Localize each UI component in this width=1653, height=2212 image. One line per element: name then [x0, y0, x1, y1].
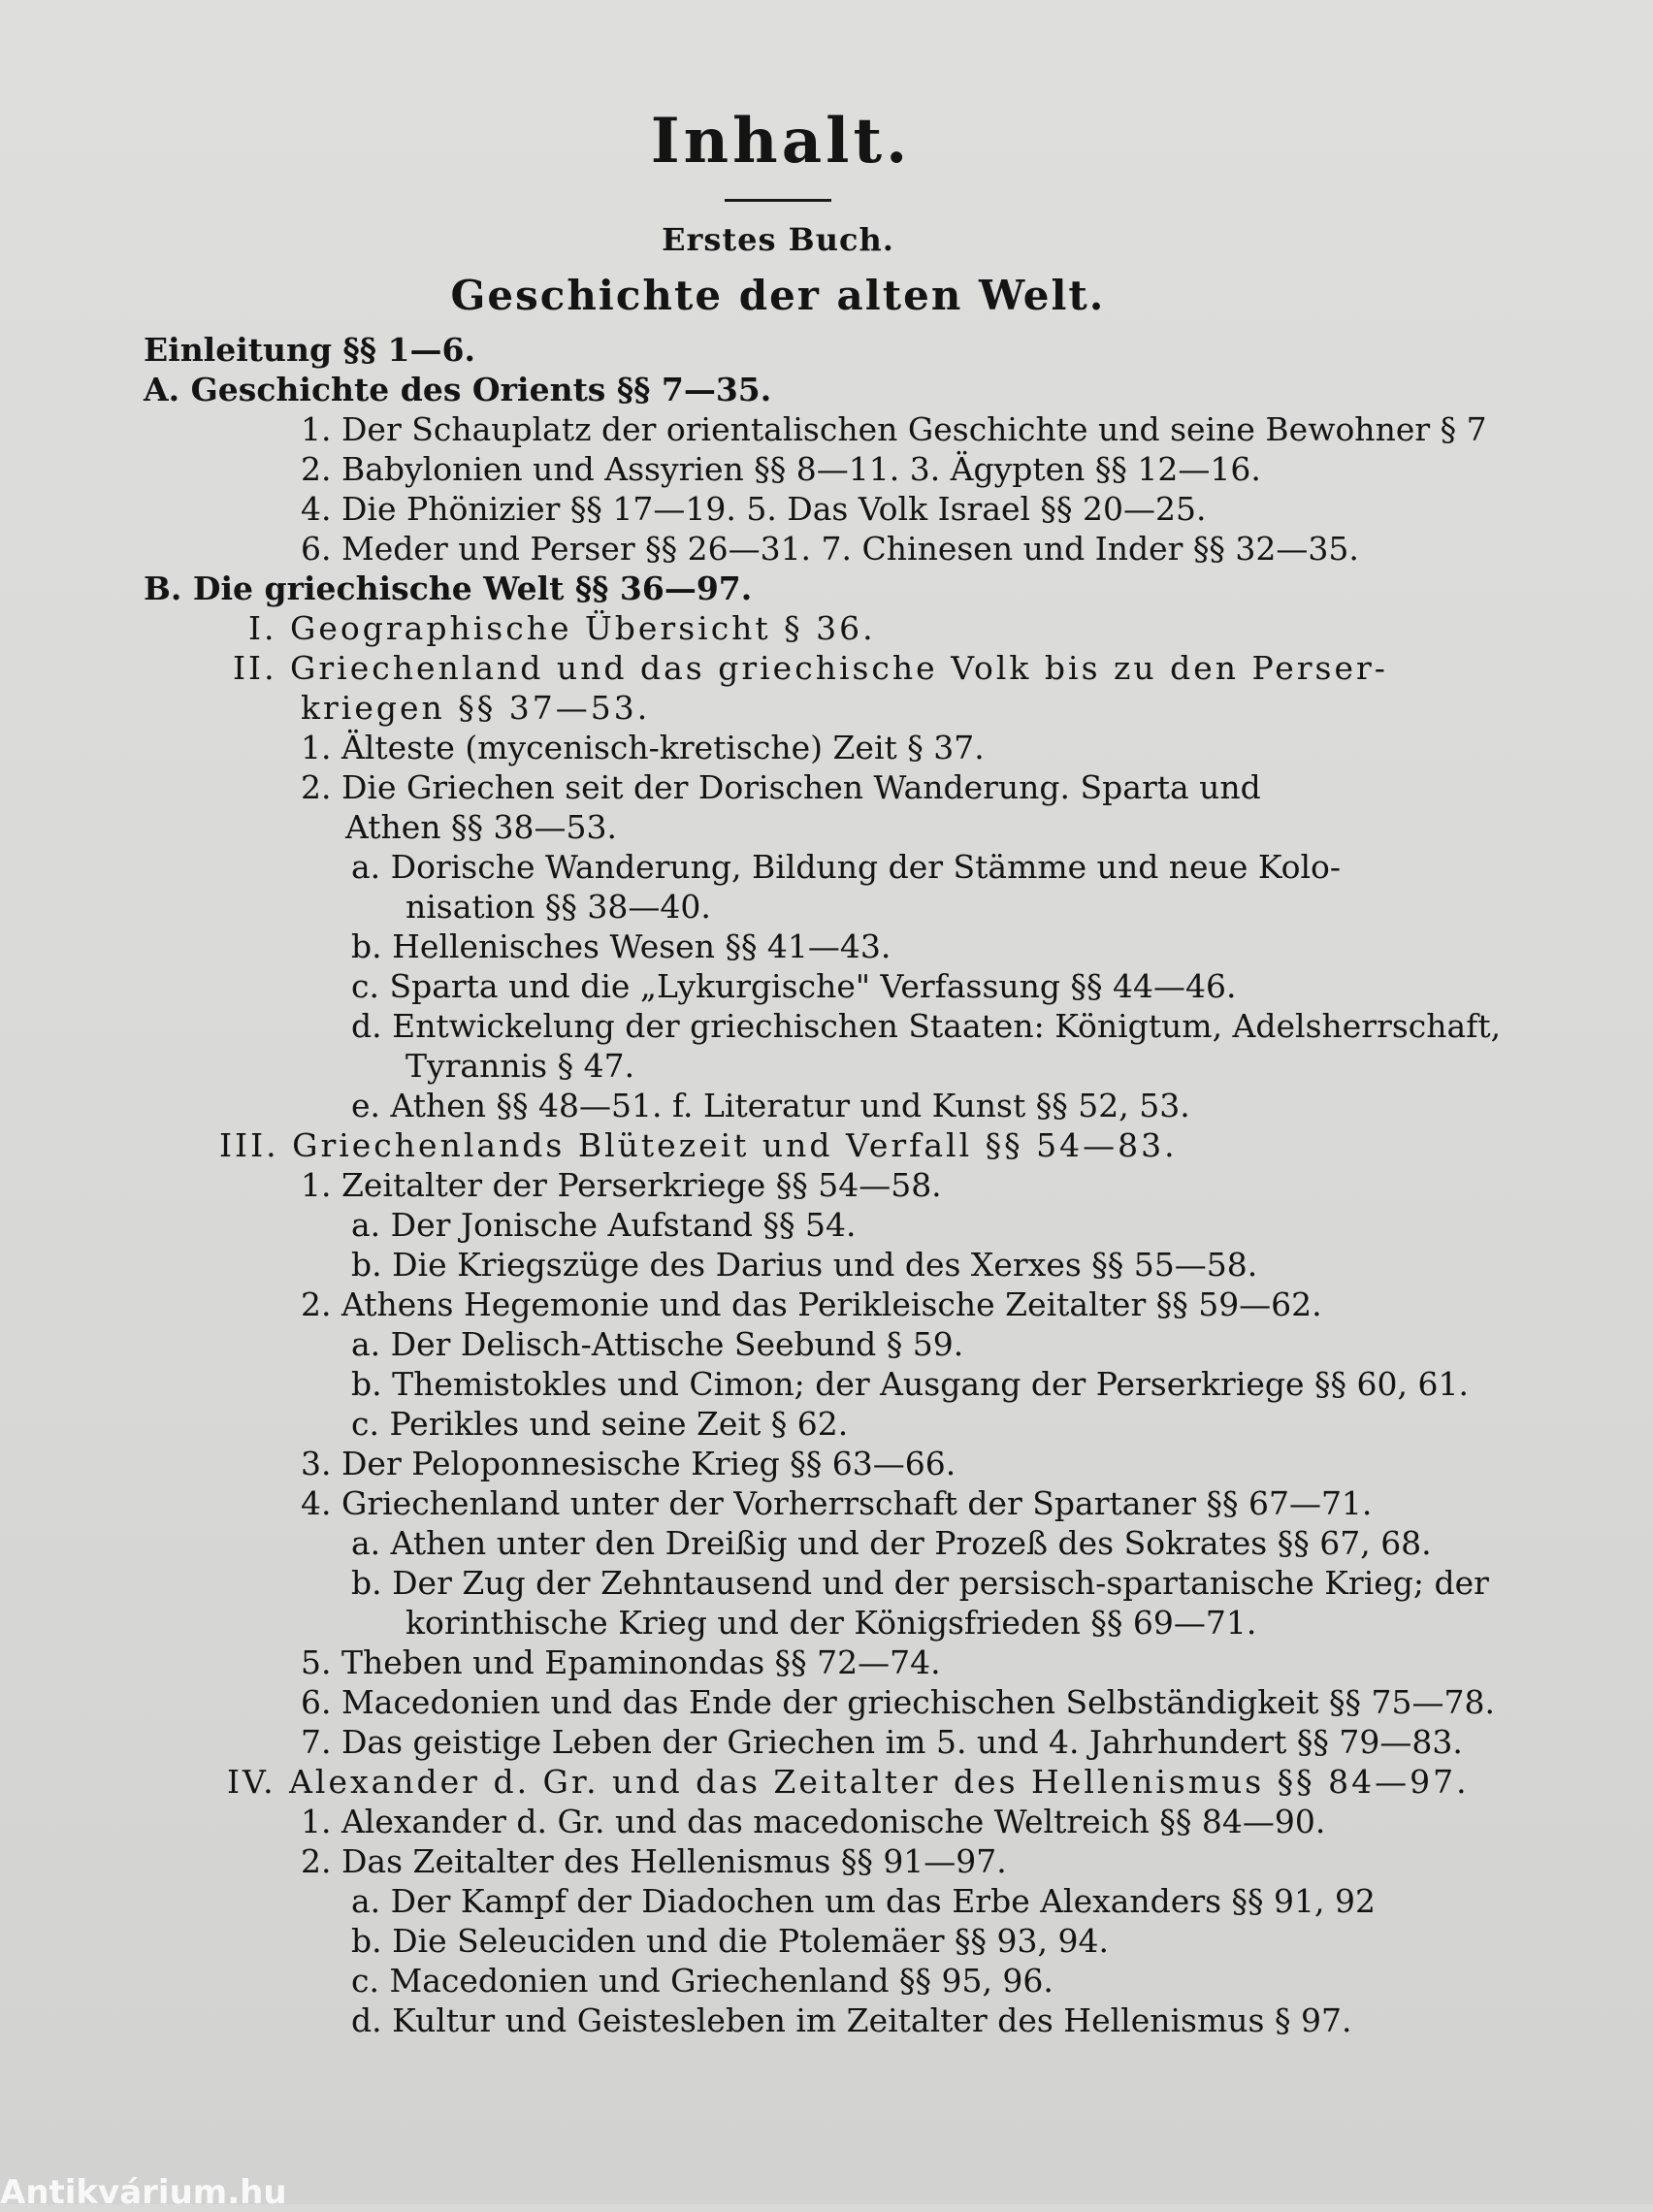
title-rule: [725, 199, 831, 202]
toc-entry: 2. Die Griechen seit der Dorischen Wanderung. Sparta und: [301, 768, 1261, 806]
toc-entry: c. Perikles und seine Zeit § 62.: [351, 1405, 849, 1443]
toc-entry: 2. Das Zeitalter des Hellenismus §§ 91—97.: [301, 1842, 1007, 1880]
toc-entry: a. Dorische Wanderung, Bildung der Stämme und neue Kolo-: [351, 848, 1342, 886]
watermark-text: Antikvárium.hu: [0, 2173, 287, 2212]
toc-entry: a. Der Delisch-Attische Seebund § 59.: [351, 1325, 964, 1363]
toc-entry: kriegen §§ 37—53.: [301, 689, 651, 727]
page-title: Inhalt.: [650, 105, 912, 178]
toc-entry: c. Sparta und die „Lykurgische" Verfassung §§ 44—46.: [351, 967, 1237, 1005]
toc-entry: b. Die Seleuciden und die Ptolemäer §§ 93, 94.: [351, 1922, 1109, 1960]
toc-entry: 3. Der Peloponnesische Krieg §§ 63—66.: [301, 1445, 956, 1482]
toc-entry: 2. Athens Hegemonie und das Perikleische Zeitalter §§ 59—62.: [301, 1285, 1322, 1323]
toc-entry: c. Macedonien und Griechenland §§ 95, 96.: [351, 1962, 1053, 2000]
toc-entry: 1. Älteste (mycenisch-kretische) Zeit § 37.: [301, 729, 985, 766]
toc-entry: 5. Theben und Epaminondas §§ 72—74.: [301, 1643, 941, 1681]
toc-entry: a. Der Jonische Aufstand §§ 54.: [351, 1206, 857, 1244]
toc-entry: b. Hellenisches Wesen §§ 41—43.: [351, 927, 891, 965]
toc-entry: II. Griechenland und das griechische Volk bis zu den Perser-: [233, 649, 1388, 687]
toc-entry: nisation §§ 38—40.: [405, 888, 711, 926]
toc-entry: b. Themistokles und Cimon; der Ausgang der Perserkriege §§ 60, 61.: [351, 1365, 1469, 1403]
toc-entry: 1. Alexander d. Gr. und das macedonische Weltreich §§ 84—90.: [301, 1803, 1326, 1840]
toc-entry: I. Geographische Übersicht § 36.: [248, 609, 876, 647]
toc-entry: 7. Das geistige Leben der Griechen im 5. und 4. Jahrhundert §§ 79—83.: [301, 1723, 1463, 1761]
toc-entry: d. Kultur und Geistesleben im Zeitalter des Hellenismus § 97.: [351, 2001, 1352, 2039]
toc-entry: Athen §§ 38—53.: [345, 808, 618, 846]
toc-entry: 4. Griechenland unter der Vorherrschaft der Spartaner §§ 67—71.: [301, 1484, 1373, 1522]
toc-entry: 1. Zeitalter der Perserkriege §§ 54—58.: [301, 1166, 942, 1204]
toc-entry: b. Die Kriegszüge des Darius und des Xerxes §§ 55—58.: [351, 1246, 1258, 1284]
toc-entry: korinthische Krieg und der Königsfrieden §§ 69—71.: [405, 1604, 1257, 1642]
toc-entry: a. Athen unter den Dreißig und der Prozeß des Sokrates §§ 67, 68.: [351, 1524, 1432, 1562]
toc-entry: 6. Macedonien und das Ende der griechischen Selbständigkeit §§ 75—78.: [301, 1683, 1496, 1721]
toc-entry: 6. Meder und Perser §§ 26—31. 7. Chinesen und Inder §§ 32—35.: [301, 530, 1359, 568]
toc-entry: b. Der Zug der Zehntausend und der persisch-spartanische Krieg; der: [351, 1564, 1489, 1602]
toc-entry: d. Entwickelung der griechischen Staaten: Königtum, Adelsherrschaft,: [351, 1007, 1502, 1045]
book-heading: Erstes Buch.: [662, 221, 894, 258]
toc-entry: Tyrannis § 47.: [405, 1047, 635, 1085]
toc-entry: IV. Alexander d. Gr. und das Zeitalter des Hellenismus §§ 84—97.: [227, 1763, 1470, 1801]
toc-entry: a. Der Kampf der Diadochen um das Erbe Alexanders §§ 91, 92: [351, 1882, 1376, 1920]
toc-entry: B. Die griechische Welt §§ 36—97.: [144, 569, 753, 607]
toc-entry: A. Geschichte des Orients §§ 7—35.: [144, 371, 772, 408]
toc-entry: III. Griechenlands Blütezeit und Verfall §§ 54—83.: [219, 1126, 1178, 1164]
toc-entry: 4. Die Phönizier §§ 17—19. 5. Das Volk Israel §§ 20—25.: [301, 490, 1207, 528]
toc-entry: 1. Der Schauplatz der orientalischen Geschichte und seine Bewohner § 7: [301, 410, 1487, 448]
book-subtitle: Geschichte der alten Welt.: [450, 272, 1106, 319]
toc-entry: Einleitung §§ 1—6.: [144, 331, 475, 369]
toc-entry: 2. Babylonien und Assyrien §§ 8—11. 3. Ägypten §§ 12—16.: [301, 450, 1261, 488]
toc-entry: e. Athen §§ 48—51. f. Literatur und Kunst §§ 52, 53.: [351, 1087, 1190, 1124]
